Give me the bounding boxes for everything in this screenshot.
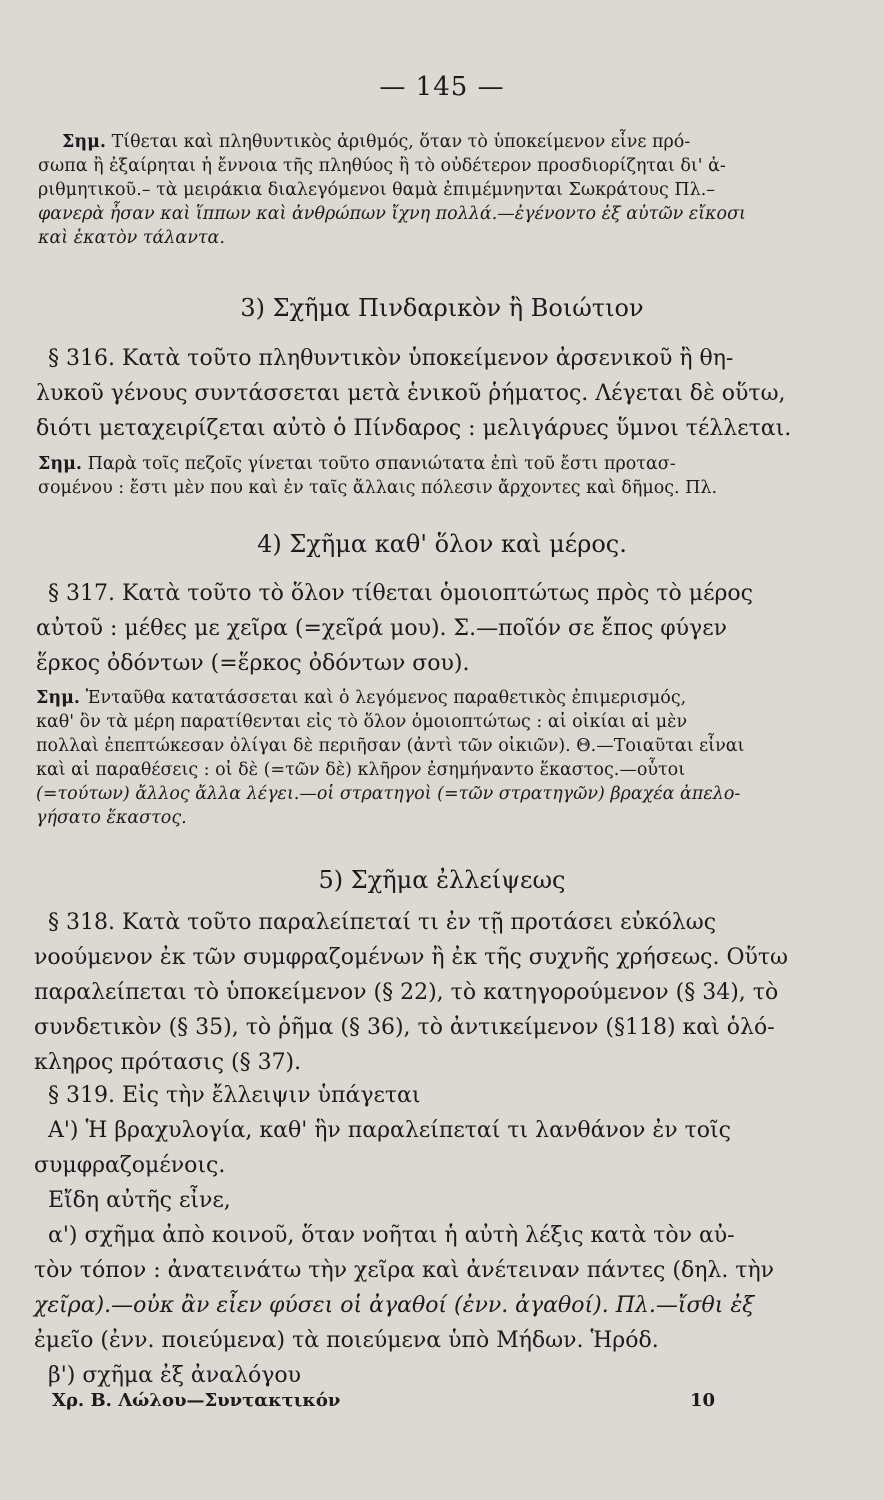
note-line: Ἐνταῦθα κατατάσσεται καὶ ὁ λεγόμενος παραθετικὸς ἐπιμερισμός, [85, 688, 687, 708]
section-heading-4: 4) Σχῆμα καθ' ὅλον καὶ μέρος. [257, 530, 627, 558]
note-line: καὶ ἑκατὸν τάλαντα. [38, 228, 225, 248]
note-line: σομένου : ἔστι μὲν που καὶ ἐν ταῖς ἄλλαις πόλεσιν ἄρχοντες καὶ δῆμος. Πλ. [38, 478, 718, 498]
text-line: συμφραζομένοις. [34, 1153, 226, 1178]
text-line: διότι μεταχειρίζεται αὐτὸ ὁ Πίνδαρος : μελιγάρυες ὕμνοι τέλλεται. [36, 416, 792, 441]
note-line: (=τούτων) ἄλλος ἄλλα λέγει.—οἱ στρατηγοὶ (=τῶν στρατηγῶν) βραχέα ἀπελο- [36, 784, 741, 804]
text-line: αὐτοῦ : μέθες με χεῖρα (=χεῖρά μου). Σ.—ποῖόν σε ἔπος φύγεν [36, 616, 727, 641]
text-line: ἕρκος ὀδόντων (=ἕρκος ὀδόντων σου). [36, 651, 470, 676]
text-line: § 316. Κατὰ τοῦτο πληθυντικὸν ὑποκείμενον ἀρσενικοῦ ἢ θη- [48, 346, 734, 371]
note-line: Τίθεται καὶ πληθυντικὸς ἀριθμός, ὅταν τὸ ὑποκείμενον εἶνε πρό- [111, 132, 691, 152]
text-line: συνδετικὸν (§ 35), τὸ ῥῆμα (§ 36), τὸ ἀντικείμενον (§118) καὶ ὁλό- [34, 1015, 775, 1040]
text-line: νοούμενον ἐκ τῶν συμφραζομένων ἢ ἐκ τῆς συχνῆς χρήσεως. Οὕτω [34, 945, 788, 970]
note-line: ριθμητικοῦ.– τὰ μειράκια διαλεγόμενοι θαμὰ ἐπιμέμνηνται Σωκράτους Πλ.– [38, 180, 716, 200]
note-line: καὶ αἱ παραθέσεις : οἱ δὲ (=τῶν δὲ) κλῆρον ἐσημήναντο ἕκαστος.—οὗτοι [36, 760, 686, 780]
note-line: καθ' ὃν τὰ μέρη παρατίθενται εἰς τὸ ὅλον ὁμοιοπτώτως : αἱ οἰκίαι αἱ μὲν [36, 712, 688, 732]
text-line: κληρος πρότασις (§ 37). [34, 1050, 302, 1075]
note-line: πολλαὶ ἐπεπτώκεσαν ὀλίγαι δὲ περιῆσαν (ἀντὶ τῶν οἰκιῶν). Θ.—Τοιαῦται εἶναι [36, 736, 745, 756]
note-label: Σημ. [38, 454, 82, 474]
text-line: Εἴδη αὐτῆς εἶνε, [48, 1188, 231, 1213]
note-label: Σημ. [62, 132, 106, 152]
text-line: Α') Ἡ βραχυλογία, καθ' ἣν παραλείπεταί τι λανθάνον ἐν τοῖς [48, 1118, 731, 1143]
text-line: τὸν τόπον : ἀνατεινάτω τὴν χεῖρα καὶ ἀνέτειναν πάντες (δηλ. τὴν [34, 1258, 775, 1283]
text-line: λυκοῦ γένους συντάσσεται μετὰ ἑνικοῦ ῥήματος. Λέγεται δὲ οὕτω, [36, 381, 786, 406]
text-line: χεῖρα).—οὐκ ἂν εἶεν φύσει οἱ ἀγαθοί (ἐνν. ἀγαθοί). Πλ.—ἴσθι ἐξ [34, 1293, 755, 1318]
note-line: φανερὰ ἦσαν καὶ ἵππων καὶ ἀνθρώπων ἴχνη πολλά.—ἐγένοντο ἐξ αὐτῶν εἴκοσι [38, 204, 746, 224]
section-heading-5: 5) Σχῆμα ἐλλείψεως [318, 866, 566, 894]
section-heading-3: 3) Σχῆμα Πινδαρικὸν ἢ Βοιώτιον [240, 294, 644, 322]
note-label: Σημ. [36, 688, 80, 708]
note-line: γήσατο ἕκαστος. [36, 808, 187, 828]
signature-mark: Χρ. Β. Λώλου—Συντακτικόν [52, 1390, 341, 1411]
text-line: ἐμεῖο (ἐνν. ποιεύμενα) τὰ ποιεύμενα ὑπὸ Μήδων. Ἡρόδ. [34, 1328, 659, 1353]
text-line: § 319. Εἰς τὴν ἔλλειψιν ὑπάγεται [48, 1083, 421, 1108]
text-line: α') σχῆμα ἀπὸ κοινοῦ, ὅταν νοῆται ἡ αὐτὴ λέξις κατὰ τὸν αὐ- [48, 1223, 735, 1248]
text-line: § 318. Κατὰ τοῦτο παραλείπεταί τι ἐν τῇ προτάσει εὐκόλως [48, 910, 717, 935]
note-line: σωπα ἢ ἐξαίρηται ἡ ἔννοια τῆς πληθύος ἢ τὸ οὐδέτερον προσδιορίζηται δι' ἀ- [38, 156, 726, 176]
note-line: Παρὰ τοῖς πεζοῖς γίνεται τοῦτο σπανιώτατα ἐπὶ τοῦ ἔστι προτασ- [87, 454, 676, 474]
text-line: β') σχῆμα ἐξ ἀναλόγου [48, 1363, 301, 1388]
page-number: — 145 — [379, 72, 505, 102]
text-line: παραλείπεται τὸ ὑποκείμενον (§ 22), τὸ κατηγορούμενον (§ 34), τὸ [34, 980, 779, 1005]
sheet-number: 10 [690, 1390, 716, 1411]
text-line: § 317. Κατὰ τοῦτο τὸ ὅλον τίθεται ὁμοιοπτώτως πρὸς τὸ μέρος [48, 581, 753, 606]
